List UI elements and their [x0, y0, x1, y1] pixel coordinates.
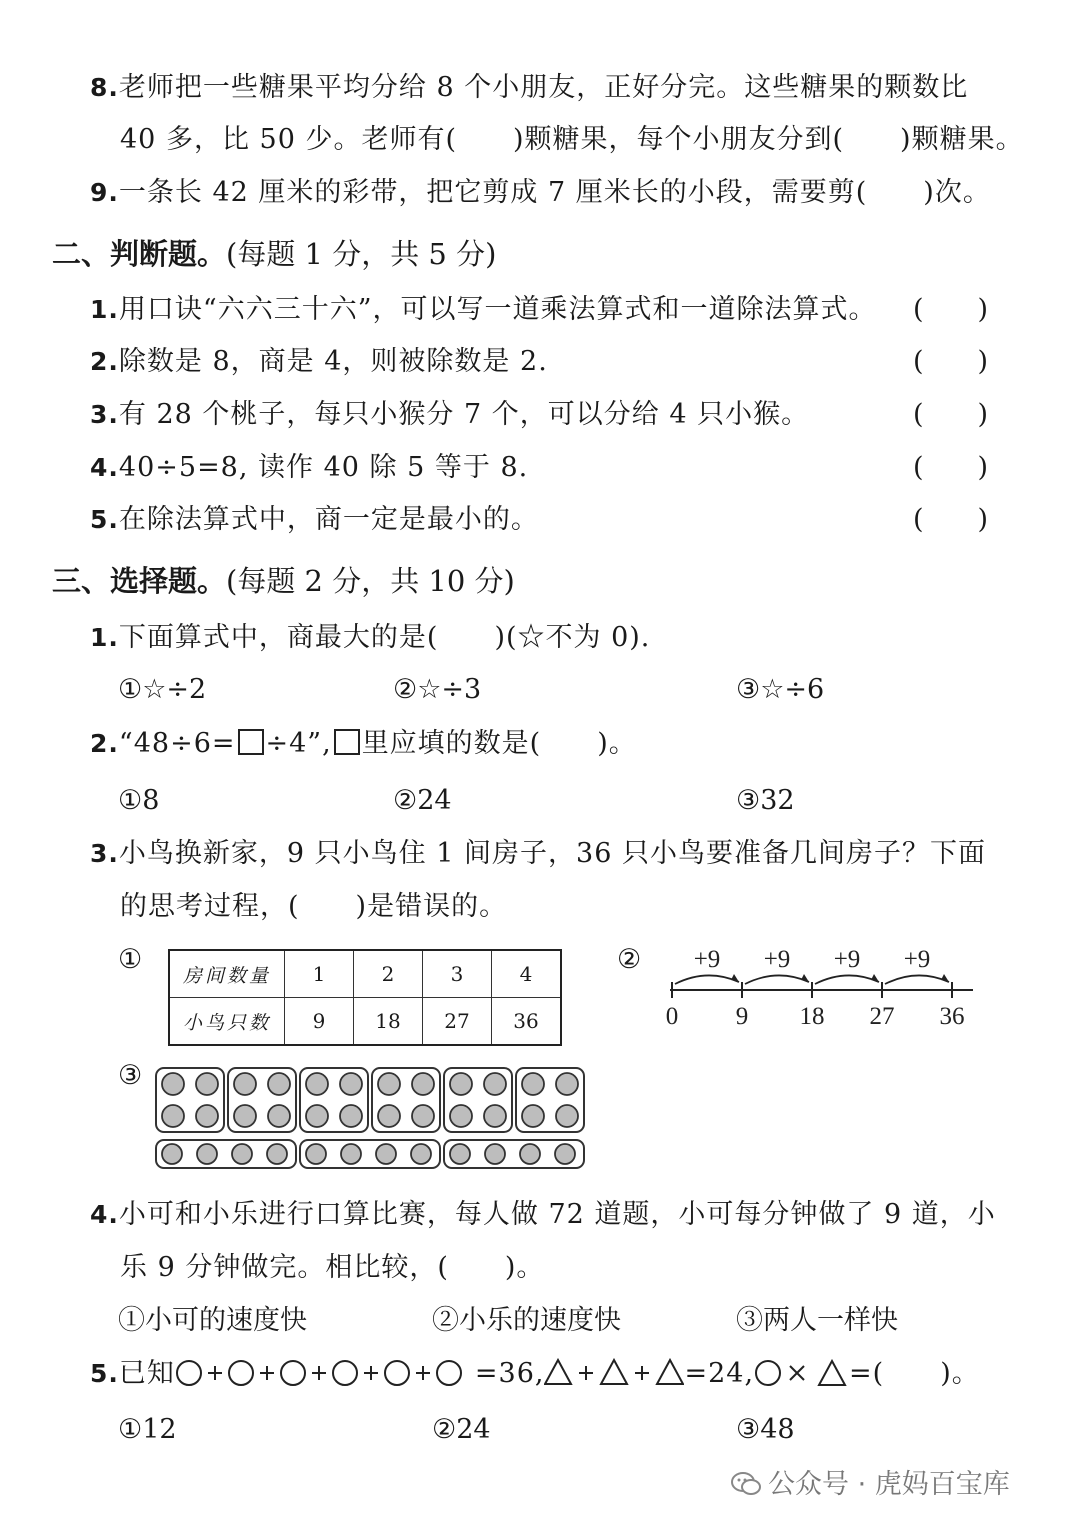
- q8-line1: 8.老师把一些糖果平均分给 8 个小朋友，正好分完。这些糖果的颗数比: [90, 72, 969, 103]
- table-cell: 18: [354, 998, 423, 1046]
- rooms-birds-table: [168, 949, 562, 1046]
- q1-option-3[interactable]: ③☆÷6: [736, 674, 825, 705]
- table-cell: 27: [423, 998, 492, 1046]
- q3-option-1-mark[interactable]: ①: [118, 944, 143, 975]
- blank-square-icon: [238, 729, 264, 755]
- table-row-label: 小鸟只数: [169, 998, 285, 1046]
- q5-option-2[interactable]: ②24: [432, 1414, 491, 1445]
- step-label: +9: [903, 946, 931, 973]
- judge-item-1: 1.用口诀“六六三十六”，可以写一道乘法算式和一道除法算式。: [90, 294, 877, 325]
- judge-item-3: 3.有 28 个桃子，每只小猴分 7 个，可以分给 4 只小猴。: [90, 399, 810, 430]
- tick-label: 18: [799, 1003, 825, 1030]
- blank-square-icon: [334, 729, 360, 755]
- wechat-icon: [730, 1470, 762, 1498]
- q9: 9.一条长 42 厘米的彩带，把它剪成 7 厘米长的小段，需要剪( )次。: [90, 177, 991, 208]
- table-cell: 3: [423, 950, 492, 998]
- q8-line2: 40 多，比 50 少。老师有( )颗糖果，每个小朋友分到( )颗糖果。: [120, 124, 1024, 155]
- step-label: +9: [763, 946, 791, 973]
- q2-option-3[interactable]: ③32: [736, 785, 795, 816]
- table-cell: 2: [354, 950, 423, 998]
- table-cell: 1: [285, 950, 354, 998]
- judge-paren-2[interactable]: ( ): [913, 346, 989, 377]
- q3-option-3-mark[interactable]: ③: [118, 1060, 143, 1091]
- triangle-shapes-sum: [544, 1358, 684, 1386]
- judge-paren-3[interactable]: ( ): [913, 399, 989, 430]
- q1-option-2[interactable]: ②☆÷3: [393, 674, 482, 705]
- number-line-diagram: [655, 940, 985, 1035]
- q1-option-1[interactable]: ①☆÷2: [118, 674, 207, 705]
- section2-title: 二、判断题。(每题 1 分，共 5 分): [52, 237, 497, 271]
- judge-item-2: 2.除数是 8，商是 4，则被除数是 2.: [90, 346, 548, 377]
- choice-q4-line1: 4.小可和小乐进行口算比赛，每人做 72 道题，小可每分钟做了 9 道，小: [90, 1199, 996, 1230]
- choice-q3-line1: 3.小鸟换新家，9 只小鸟住 1 间房子，36 只小鸟要准备几间房子？下面: [90, 838, 986, 869]
- circle-shapes-sum: [175, 1359, 475, 1387]
- q5-option-1[interactable]: ①12: [118, 1414, 177, 1445]
- choice-q3-line2: 的思考过程，( )是错误的。: [120, 891, 508, 922]
- section3-title: 三、选择题。(每题 2 分，共 10 分): [52, 564, 515, 598]
- choice-q5: 5.已知 =36, =24, =( )。: [90, 1358, 980, 1389]
- step-label: +9: [833, 946, 861, 973]
- watermark: 公众号 · 虎妈百宝库: [730, 1462, 1010, 1501]
- q4-option-1[interactable]: ①小可的速度快: [118, 1305, 307, 1336]
- q4-option-2[interactable]: ②小乐的速度快: [432, 1305, 621, 1336]
- judge-item-4: 4.40÷5=8, 读作 40 除 5 等于 8.: [90, 452, 529, 483]
- circle-times-triangle: [754, 1359, 849, 1387]
- tick-label: 27: [869, 1003, 895, 1030]
- table-cell: 36: [492, 998, 562, 1046]
- table-row-label: 房间数量: [169, 950, 285, 998]
- q5-option-3[interactable]: ③48: [736, 1414, 795, 1445]
- choice-q4-line2: 乐 9 分钟做完。相比较，( )。: [120, 1252, 545, 1283]
- q3-option-2-mark[interactable]: ②: [617, 944, 642, 975]
- choice-q1: 1.下面算式中，商最大的是( )(☆不为 0).: [90, 622, 651, 653]
- judge-item-5: 5.在除法算式中，商一定是最小的。: [90, 504, 539, 535]
- judge-paren-4[interactable]: ( ): [913, 452, 989, 483]
- step-label: +9: [693, 946, 721, 973]
- table-cell: 4: [492, 950, 562, 998]
- judge-paren-1[interactable]: ( ): [913, 294, 989, 325]
- tick-label: 36: [939, 1003, 965, 1030]
- q4-option-3[interactable]: ③两人一样快: [736, 1305, 898, 1336]
- table-cell: 9: [285, 998, 354, 1046]
- choice-q2: 2.“48÷6= ÷4”, 里应填的数是( )。: [90, 728, 637, 759]
- q2-option-1[interactable]: ①8: [118, 785, 160, 816]
- judge-paren-5[interactable]: ( ): [913, 504, 989, 535]
- birds-grouping-diagram: [152, 1064, 587, 1174]
- q2-option-2[interactable]: ②24: [393, 785, 452, 816]
- tick-label: 9: [735, 1003, 749, 1030]
- tick-label: 0: [665, 1003, 679, 1030]
